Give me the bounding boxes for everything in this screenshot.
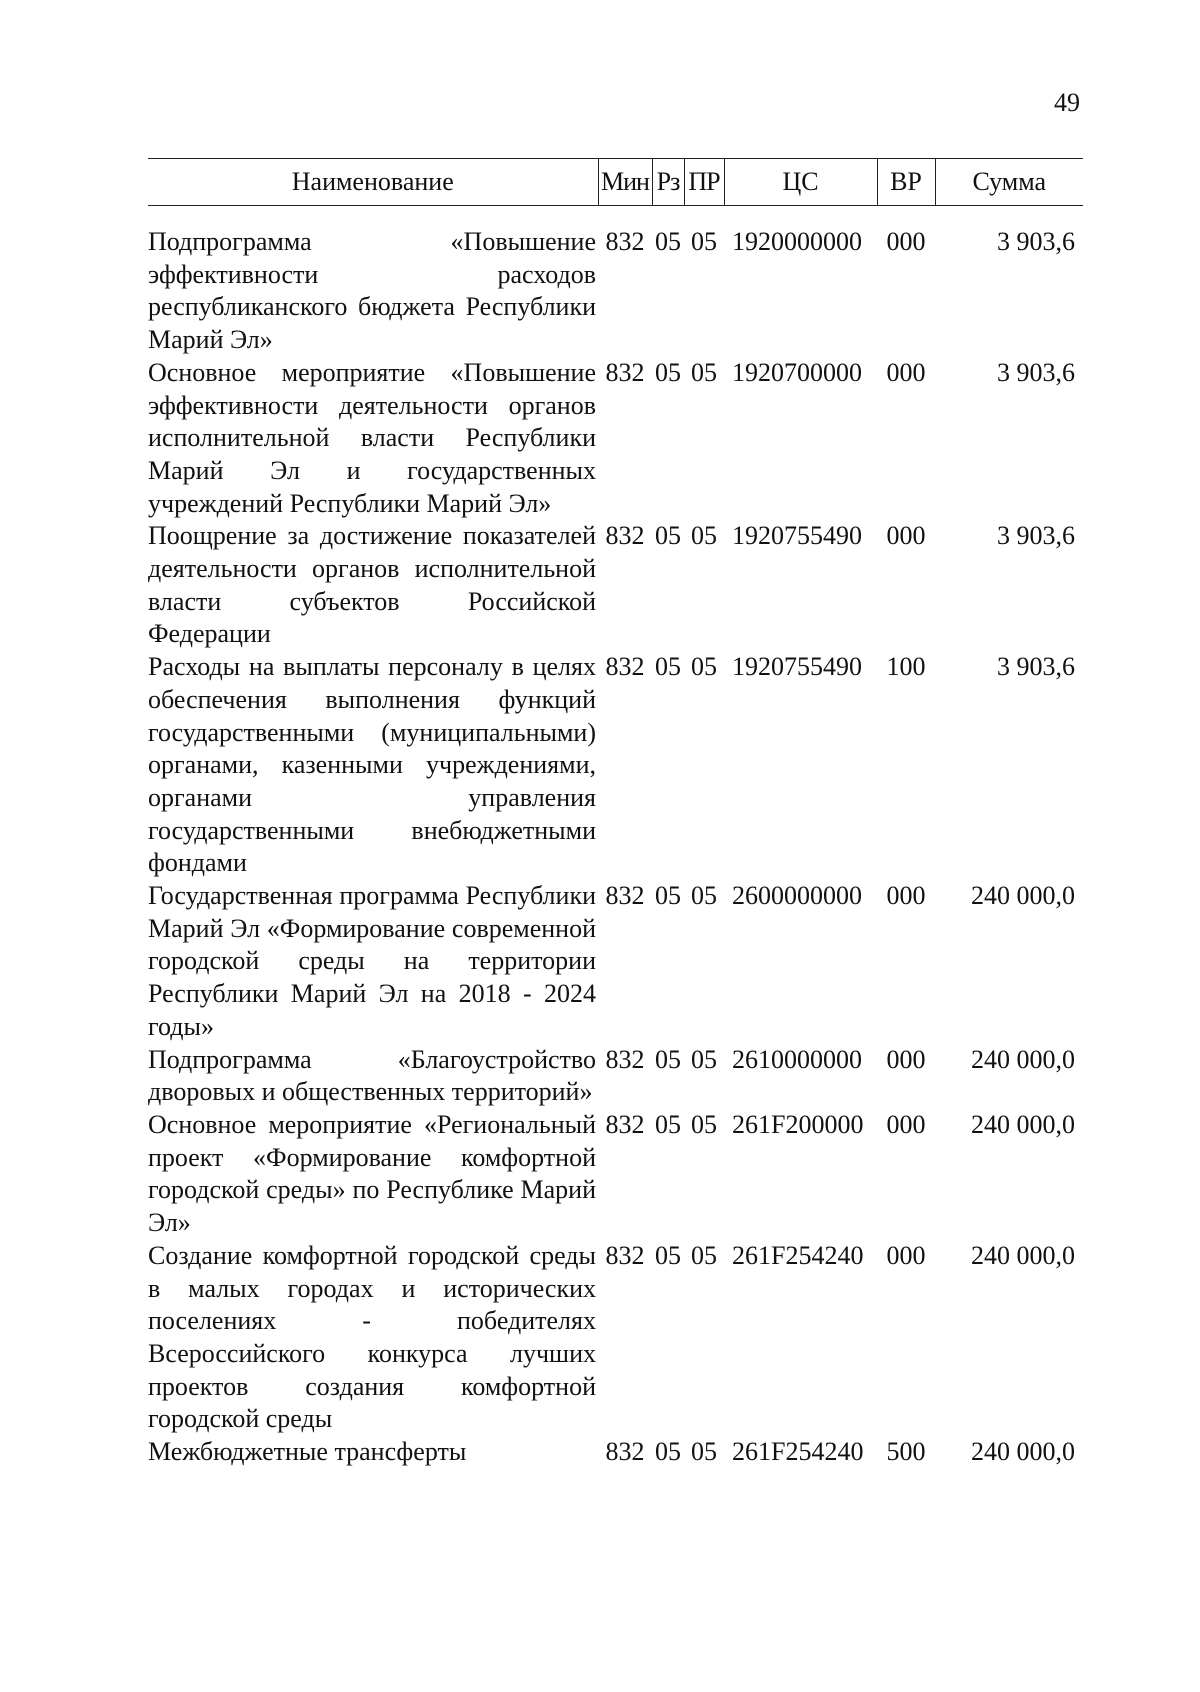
row-vr: 000 xyxy=(886,521,926,551)
table-row xyxy=(148,520,1083,651)
row-rz: 05 xyxy=(655,1044,681,1074)
row-rz: 05 xyxy=(655,652,681,682)
row-pr: 05 xyxy=(691,521,717,551)
row-cs: 1920000000 xyxy=(732,227,862,256)
row-rz: 05 xyxy=(655,1109,681,1139)
row-vr: 000 xyxy=(886,1044,926,1074)
row-cs: 1920700000 xyxy=(732,357,862,387)
row-cs: 261F254240 xyxy=(732,1437,864,1467)
row-sum: 240 000,0 xyxy=(971,1437,1075,1467)
row-rz: 05 xyxy=(655,227,681,256)
row-pr: 05 xyxy=(691,1109,717,1139)
row-sum: 3 903,6 xyxy=(997,521,1075,551)
header-rz: Рз xyxy=(652,159,684,206)
row-vr: 000 xyxy=(886,357,926,387)
table-row xyxy=(148,1109,1083,1240)
row-sum: 240 000,0 xyxy=(971,1109,1075,1139)
row-min: 832 xyxy=(605,1044,645,1074)
row-cs: 1920755490 xyxy=(732,521,862,551)
row-sum: 3 903,6 xyxy=(997,227,1075,256)
row-pr: 05 xyxy=(691,1240,717,1270)
row-name: Подпрограмма «Благоустройство дворовых и общественных территорий» xyxy=(148,1044,596,1107)
table-row xyxy=(148,357,1083,521)
row-sum: 3 903,6 xyxy=(997,652,1075,682)
row-vr: 000 xyxy=(886,227,926,256)
header-cs: ЦС xyxy=(724,159,877,206)
row-name: Основное мероприятие «Региональный проект «Формирование комфортной городской среды» по Республике Марий Эл» xyxy=(148,1109,596,1238)
row-cs: 261F254240 xyxy=(732,1240,864,1270)
row-vr: 000 xyxy=(886,1109,926,1139)
table-spacer xyxy=(148,206,1083,227)
row-cs: 2600000000 xyxy=(732,881,862,911)
header-min: Мин xyxy=(598,159,652,206)
row-min: 832 xyxy=(605,227,645,256)
row-sum: 240 000,0 xyxy=(971,1044,1075,1074)
row-rz: 05 xyxy=(655,1437,681,1467)
row-vr: 500 xyxy=(886,1437,926,1467)
row-pr: 05 xyxy=(691,652,717,682)
table-header xyxy=(148,159,1083,206)
row-sum: 240 000,0 xyxy=(971,1240,1075,1270)
header-vr: ВР xyxy=(877,159,935,206)
header-pr: ПР xyxy=(684,159,724,206)
table-row xyxy=(148,1436,1083,1469)
row-min: 832 xyxy=(605,881,645,911)
row-rz: 05 xyxy=(655,1240,681,1270)
row-min: 832 xyxy=(605,652,645,682)
table-row xyxy=(148,880,1083,1044)
row-min: 832 xyxy=(605,521,645,551)
budget-table xyxy=(148,158,1083,1469)
row-pr: 05 xyxy=(691,881,717,911)
table-row xyxy=(148,651,1083,880)
row-sum: 240 000,0 xyxy=(971,881,1075,911)
row-rz: 05 xyxy=(655,881,681,911)
header-name: Наименование xyxy=(148,159,598,206)
row-name: Создание комфортной городской среды в малых городах и исторических поселениях - победителях Всероссийского конкурса лучших проектов создания комфортной городской среды xyxy=(148,1240,596,1434)
table-body xyxy=(148,206,1083,1469)
row-pr: 05 xyxy=(691,357,717,387)
row-min: 832 xyxy=(605,1240,645,1270)
row-name: Поощрение за достижение показателей деятельности органов исполнительной власти субъектов Российской Федерации xyxy=(148,521,596,649)
row-sum: 3 903,6 xyxy=(997,357,1075,387)
row-rz: 05 xyxy=(655,357,681,387)
row-pr: 05 xyxy=(691,1437,717,1467)
row-min: 832 xyxy=(605,1437,645,1467)
header-sum: Сумма xyxy=(935,159,1083,206)
table-row xyxy=(148,1240,1083,1436)
row-name: Государственная программа Республики Марий Эл «Формирование современной городской среды на территории Республики Марий Эл на 2018 - 2024 годы» xyxy=(148,881,596,1041)
row-min: 832 xyxy=(605,1109,645,1139)
row-name: Подпрограмма «Повышение эффективности расходов республиканского бюджета Республики Марий Эл» xyxy=(148,227,596,355)
row-cs: 261F200000 xyxy=(732,1109,864,1139)
row-vr: 000 xyxy=(886,1240,926,1270)
row-rz: 05 xyxy=(655,521,681,551)
row-pr: 05 xyxy=(691,1044,717,1074)
row-vr: 000 xyxy=(886,881,926,911)
table-row xyxy=(148,226,1083,357)
row-name: Межбюджетные трансферты xyxy=(148,1437,467,1467)
row-cs: 2610000000 xyxy=(732,1044,862,1074)
row-name: Основное мероприятие «Повышение эффективности деятельности органов исполнительной власти Республики Марий Эл и государственных учреждений Республики Марий Эл» xyxy=(148,357,596,518)
page-number: 49 xyxy=(1054,88,1080,117)
table-row xyxy=(148,1044,1083,1109)
row-vr: 100 xyxy=(886,652,926,682)
row-pr: 05 xyxy=(691,227,717,256)
row-name: Расходы на выплаты персоналу в целях обеспечения выполнения функций государственными (муниципальными) органами, казенными учреждениями, органами управления государственными внебюджетными фондами xyxy=(148,652,596,878)
row-min: 832 xyxy=(605,357,645,387)
row-cs: 1920755490 xyxy=(732,652,862,682)
